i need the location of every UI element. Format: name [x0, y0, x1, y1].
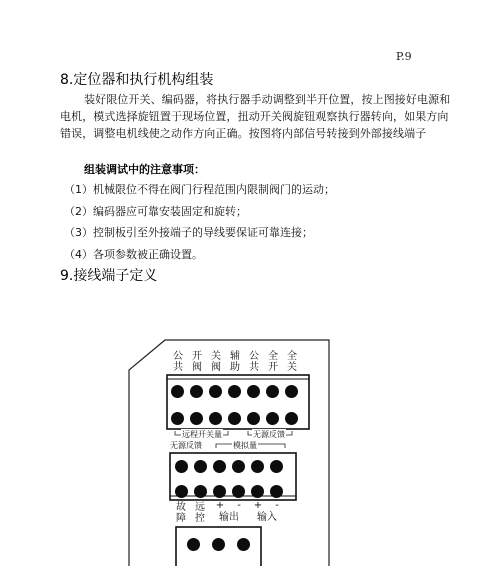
terminal-dot — [270, 460, 283, 473]
terminal-dot — [228, 412, 241, 425]
section-8-heading: 8.定位器和执行机构组装 — [60, 72, 214, 88]
note-item: （1）机械限位不得在阀门行程范围内限制阀门的运动； — [64, 183, 335, 196]
terminal-label-output-plus: + — [215, 500, 225, 511]
terminal-label-fully-closed: 全 关 — [287, 351, 297, 373]
terminal-dot — [171, 412, 184, 425]
terminal-label-open-valve: 开 阀 — [192, 351, 202, 373]
terminal-dot — [194, 460, 207, 473]
terminal-dot — [285, 385, 298, 398]
terminal-dot — [266, 412, 279, 425]
note-item: （4）各项参数被正确设置。 — [64, 248, 203, 262]
terminal-dot — [175, 460, 188, 473]
section-9-heading: 9.接线端子定义 — [60, 268, 158, 284]
terminal-dot — [194, 485, 207, 498]
passive-feedback-label-2: 无源反馈 — [170, 441, 202, 450]
terminal-dot — [190, 385, 203, 398]
terminal-dot — [209, 385, 222, 398]
notes-title: 组装调试中的注意事项： — [84, 163, 205, 176]
terminal-label-auxiliary: 辅 助 — [230, 351, 240, 373]
terminal-label-common-2: 公 共 — [249, 351, 259, 373]
terminal-label-output-minus: - — [237, 500, 241, 511]
terminal-label-fault: 故 障 — [176, 502, 186, 524]
page-number: P.9 — [396, 50, 412, 63]
remote-switch-label: 远程开关量 — [182, 430, 222, 439]
terminal-label-input-minus: - — [275, 500, 279, 511]
terminal-dot — [232, 460, 245, 473]
terminal-label-fully-open: 全 开 — [268, 351, 278, 373]
terminal-label-input-plus: + — [253, 500, 263, 511]
terminal-dot — [228, 385, 241, 398]
terminal-dot — [247, 385, 260, 398]
terminal-dot — [209, 412, 222, 425]
note-item: （2）编码器应可靠安装固定和旋转； — [64, 204, 247, 218]
input-label: 输入 — [257, 512, 277, 523]
terminal-dot — [212, 538, 225, 551]
passive-feedback-label: 无源反馈 — [253, 430, 285, 439]
terminal-dot — [266, 385, 279, 398]
terminal-dot — [251, 485, 264, 498]
terminal-dot — [187, 538, 200, 551]
terminal-label-remote-control: 远 控 — [195, 502, 205, 524]
terminal-dot — [270, 485, 283, 498]
terminal-dot — [247, 412, 260, 425]
terminal-dot — [190, 412, 203, 425]
terminal-dot — [285, 412, 298, 425]
terminal-dot — [171, 385, 184, 398]
section-8-paragraph: 装好限位开关、编码器，将执行器手动调整到半开位置，按上图接好电源和电机，模式选择旋钮置于现场位置，扭动开关阀旋钮观察执行器转向，如果方向错误，调整电机线使之动作方向正确。按图将内部信号转接到外部接线端子 — [60, 93, 451, 140]
analog-label: 模拟量 — [233, 441, 257, 450]
terminal-label-close-valve: 关 阀 — [211, 351, 221, 373]
terminal-dot — [237, 538, 250, 551]
terminal-dot — [175, 485, 188, 498]
terminal-dot — [213, 485, 226, 498]
terminal-dot — [232, 485, 245, 498]
terminal-label-common: 公 共 — [173, 351, 183, 373]
terminal-dot — [251, 460, 264, 473]
note-item: （3）控制板引至外接端子的导线要保证可靠连接； — [64, 226, 313, 240]
terminal-dot — [213, 460, 226, 473]
output-label: 输出 — [219, 512, 239, 523]
